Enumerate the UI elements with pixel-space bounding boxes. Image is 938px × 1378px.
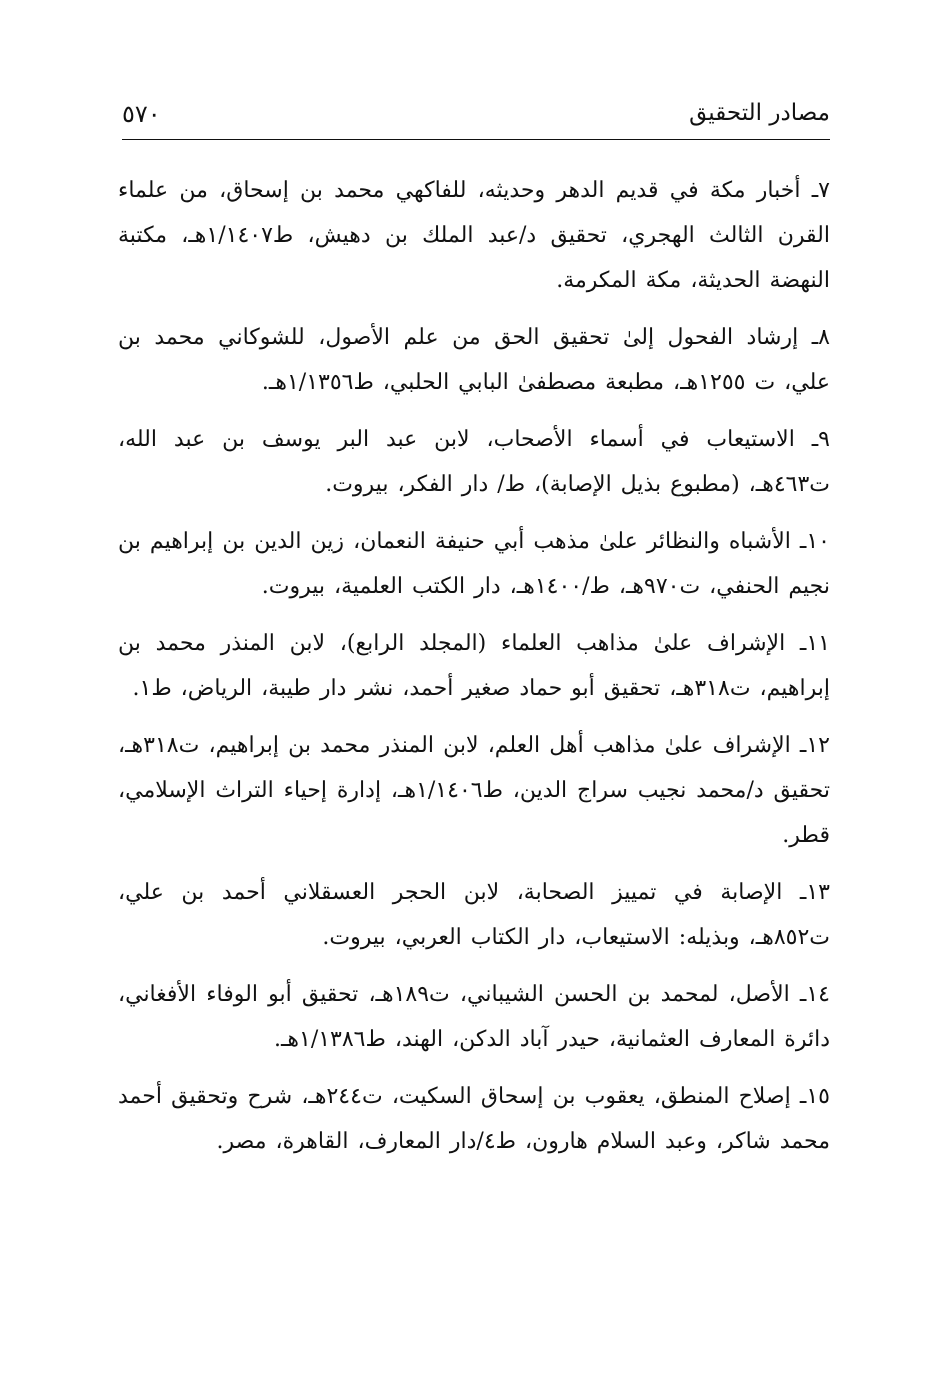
page-number: ٥٧٠ bbox=[122, 100, 161, 128]
running-title: مصادر التحقيق bbox=[689, 100, 830, 126]
reference-entry-13: ١٣ـ الإصابة في تمييز الصحابة، لابن الحجر العسقلاني أحمد بن علي، ت٨٥٢هـ، وبذيله: الاستيعاب، دار الكتاب العربي، بيروت. bbox=[118, 880, 830, 950]
reference-list bbox=[118, 168, 830, 1176]
reference-entry-10: ١٠ـ الأشباه والنظائر علىٰ مذهب أبي حنيفة النعمان، زين الدين بن إبراهيم بن نجيم الحنفي، ت٩٧٠هـ، ط/١٤٠٠هـ، دار الكتب العلمية، بيروت. bbox=[118, 529, 830, 599]
reference-entry-12: ١٢ـ الإشراف علىٰ مذاهب أهل العلم، لابن المنذر محمد بن إبراهيم، ت٣١٨هـ، تحقيق د/محمد نجيب سراج الدين، ط١/١٤٠٦هـ، إدارة إحياء التراث الإسلامي، قطر. bbox=[118, 733, 830, 848]
reference-entry-7: ٧ـ أخبار مكة في قديم الدهر وحديثه، للفاكهي محمد بن إسحاق، من علماء القرن الثالث الهجري، تحقيق د/عبد الملك بن دهيش، ط١/١٤٠٧هـ، مكتبة النهضة الحديثة، مكة المكرمة. bbox=[118, 178, 830, 293]
reference-entry-9: ٩ـ الاستيعاب في أسماء الأصحاب، لابن عبد البر يوسف بن عبد الله، ت٤٦٣هـ، (مطبوع بذيل الإصابة)، ط/ دار الفكر، بيروت. bbox=[118, 427, 830, 497]
reference-entry-15: ١٥ـ إصلاح المنطق، يعقوب بن إسحاق السكيت، ت٢٤٤هـ، شرح وتحقيق أحمد محمد شاكر، وعبد السلام هارون، ط٤/دار المعارف، القاهرة، مصر. bbox=[118, 1084, 830, 1154]
header-rule bbox=[122, 139, 830, 140]
reference-entry-8: ٨ـ إرشاد الفحول إلىٰ تحقيق الحق من علم الأصول، للشوكاني محمد بن علي، ت ١٢٥٥هـ، مطبعة مصطفىٰ البابي الحلبي، ط١/١٣٥٦هـ. bbox=[118, 325, 830, 395]
reference-entry-11: ١١ـ الإشراف علىٰ مذاهب العلماء (المجلد الرابع)، لابن المنذر محمد بن إبراهيم، ت٣١٨هـ، تحقيق أبو حماد صغير أحمد، نشر دار طيبة، الرياض، ط١. bbox=[118, 631, 830, 701]
page-header bbox=[122, 96, 830, 140]
reference-entry-14: ١٤ـ الأصل، لمحمد بن الحسن الشيباني، ت١٨٩هـ، تحقيق أبو الوفاء الأفغاني، دائرة المعارف العثمانية، حيدر آباد الدكن، الهند، ط١/١٣٨٦هـ. bbox=[118, 982, 830, 1052]
